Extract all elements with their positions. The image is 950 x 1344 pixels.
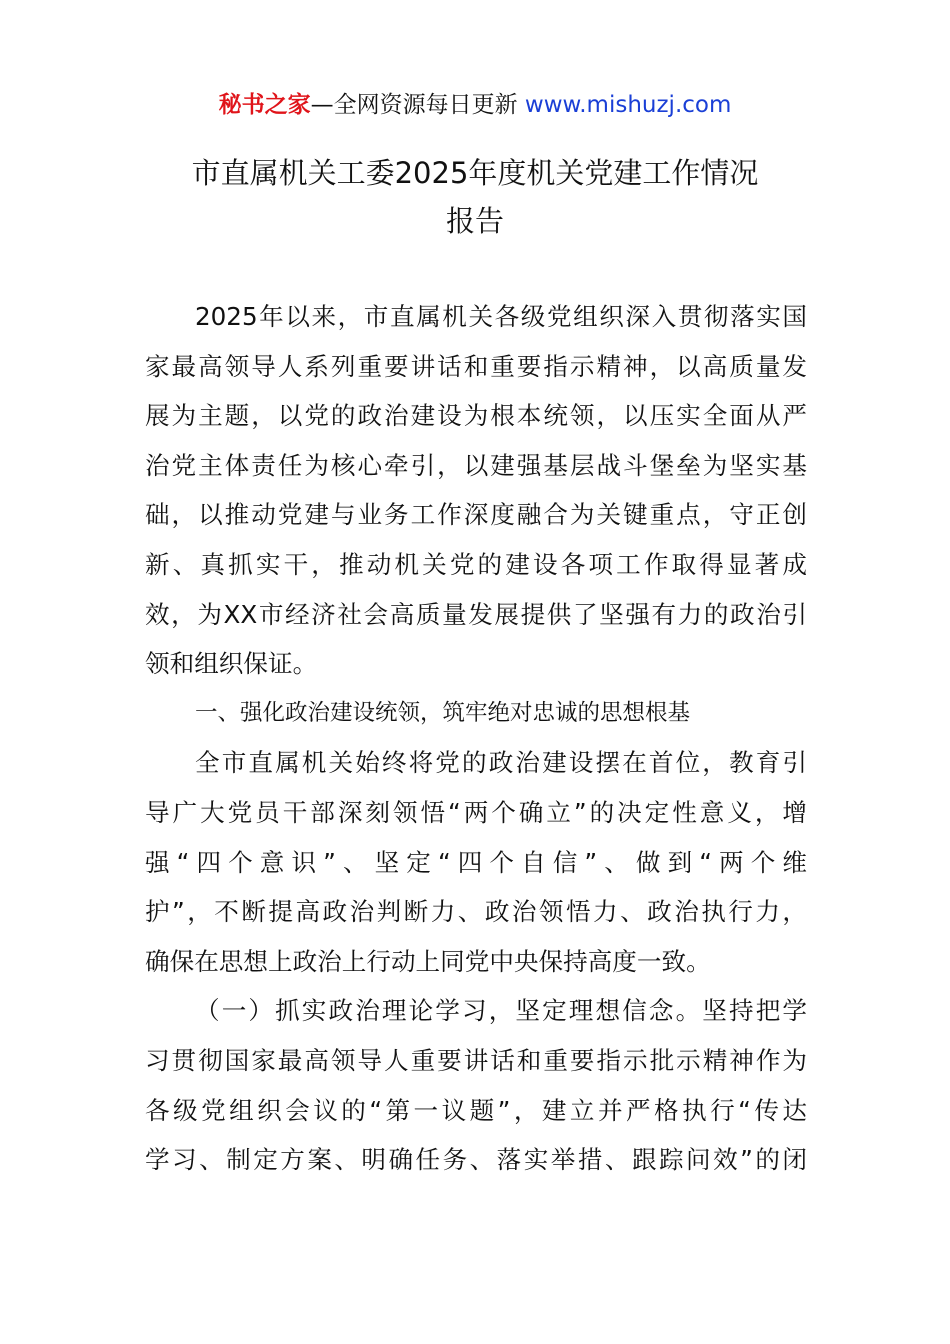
text-line: （一）抓实政治理论学习，坚定理想信念。坚持把学: [195, 996, 807, 1026]
text-line: 效，为XX市经济社会高质量发展提供了坚强有力的政治引: [145, 599, 807, 629]
text-line: 强“四个意识”、坚定“四个自信”、做到“两个维: [145, 847, 807, 877]
site-brand: 秘书之家: [218, 92, 311, 118]
text-line: 展为主题，以党的政治建设为根本统领，以压实全面从严: [145, 401, 807, 431]
site-header: [0, 88, 950, 122]
paragraph-subsection-1: [145, 986, 807, 1184]
text-line: 习贯彻国家最高领导人重要讲话和重要指示批示精神作为: [145, 1045, 807, 1075]
document-title-line-2: 报告: [445, 204, 504, 238]
text-line: 护”，不断提高政治判断力、政治领悟力、政治执行力，: [145, 897, 807, 927]
text-line: 全市直属机关始终将党的政治建设摆在首位，教育引: [195, 748, 807, 778]
text-line: 新、真抓实干，推动机关党的建设各项工作取得显著成: [145, 549, 807, 579]
text-line: 领和组织保证。: [145, 649, 318, 679]
text-line: 治党主体责任为核心牵引，以建强基层战斗堡垒为坚实基: [145, 450, 807, 480]
text-line: 各级党组织会议的“第一议题”，建立并严格执行“传达: [145, 1095, 807, 1125]
site-url-link[interactable]: www.mishuzj.com: [524, 92, 732, 118]
document-title-line-1: 市直属机关工委2025年度机关党建工作情况: [191, 156, 759, 190]
text-line: 础，以推动党建与业务工作深度融合为关键重点，守正创: [145, 500, 807, 530]
text-line: 2025年以来，市直属机关各级党组织深入贯彻落实国: [195, 302, 807, 331]
paragraph-intro: [145, 292, 807, 689]
paragraph-section-1: [145, 738, 807, 986]
text-line: 学习、制定方案、明确任务、落实举措、跟踪问效”的闭: [145, 1145, 807, 1175]
text-line: 家最高领导人系列重要讲话和重要指示精神，以高质量发: [145, 351, 807, 381]
document-body: [145, 292, 807, 1185]
section-heading-1: 一、强化政治建设统领，筑牢绝对忠诚的思想根基: [195, 699, 691, 726]
site-slogan: —全网资源每日更新: [310, 92, 518, 118]
text-line: 导广大党员干部深刻领悟“两个确立”的决定性意义，增: [145, 797, 807, 827]
text-line: 确保在思想上政治上行动上同党中央保持高度一致。: [145, 946, 711, 976]
